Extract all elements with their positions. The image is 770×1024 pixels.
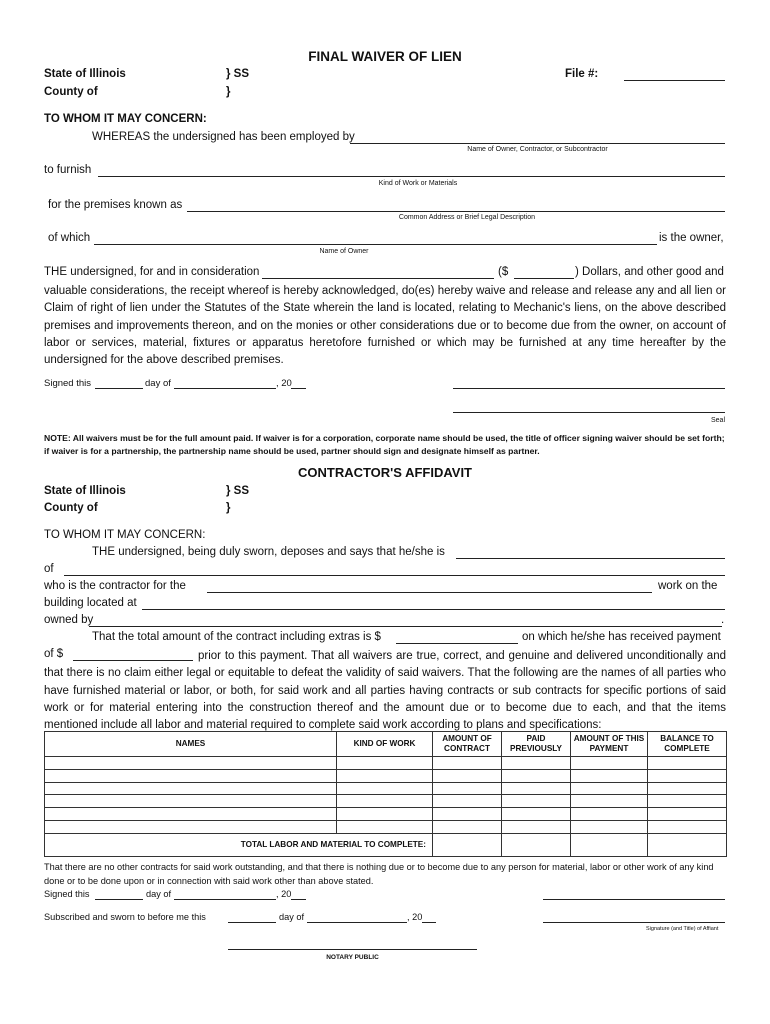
affidavit-brace: }	[226, 502, 231, 514]
waiver-brace: }	[226, 86, 231, 98]
table-cell[interactable]	[648, 769, 727, 782]
affidavit-month-field[interactable]	[174, 899, 276, 900]
table-cell[interactable]	[433, 795, 502, 808]
amount-of-contract-header: AMOUNT OF CONTRACT	[433, 732, 502, 757]
table-cell[interactable]	[433, 820, 502, 833]
total-cell[interactable]	[433, 833, 502, 856]
affidavit-county: County of	[44, 502, 98, 514]
waiver-title: FINAL WAIVER OF LIEN	[308, 49, 462, 64]
table-cell[interactable]	[337, 808, 433, 821]
total-row	[45, 833, 727, 856]
work-type-field[interactable]	[207, 592, 652, 593]
table-cell[interactable]	[571, 769, 648, 782]
contractor-for-label: who is the contractor for the	[44, 580, 186, 592]
owned-by-label: owned by	[44, 614, 94, 626]
affidavit-title: CONTRACTOR'S AFFIDAVIT	[297, 465, 472, 480]
subscribed-year-label: , 20	[407, 912, 423, 922]
waiver-ss: } SS	[226, 68, 250, 80]
total-cell[interactable]	[502, 833, 571, 856]
table-row	[45, 795, 727, 808]
is-owner-label: is the owner,	[659, 232, 724, 244]
table-cell[interactable]	[571, 795, 648, 808]
table-cell[interactable]	[337, 820, 433, 833]
affidavit-state: State of Illinois	[44, 485, 126, 497]
total-cell[interactable]	[648, 833, 727, 856]
of-label: of	[44, 563, 54, 575]
furnish-label: to furnish	[44, 164, 92, 176]
premises-field[interactable]	[187, 211, 725, 212]
affidavit-ss: } SS	[226, 485, 250, 497]
table-cell[interactable]	[502, 820, 571, 833]
total-amount-label: That the total amount of the contract including extras is $	[92, 631, 381, 643]
premises-caption: Common Address or Brief Legal Description	[398, 214, 536, 221]
of-dollar-label: of $	[44, 648, 64, 660]
work-on-the-label: work on the	[658, 580, 718, 592]
received-payment-label: on which he/she has received payment	[522, 631, 721, 643]
dollar-amount-field[interactable]	[514, 278, 574, 279]
no-other-contracts: That there are no other contracts for said work outstanding, and that there is nothing due or to become due to any person for material, labor or other work of any kind done or to be done upon or in connection with said work other than above stated.	[44, 862, 714, 886]
table-cell[interactable]	[502, 782, 571, 795]
owner-field[interactable]	[94, 244, 657, 245]
affidavit-year-field[interactable]	[291, 899, 306, 900]
affiant-signature-top-field[interactable]	[543, 899, 725, 900]
affidavit-signed-this: Signed this	[44, 889, 90, 899]
building-label: building located at	[44, 597, 137, 609]
waiver-seal-field[interactable]	[453, 412, 725, 413]
kind-of-work-header: KIND OF WORK	[337, 732, 433, 757]
table-row	[45, 769, 727, 782]
waiver-state: State of Illinois	[44, 68, 126, 80]
amount-this-payment-header: AMOUNT OF THIS PAYMENT	[571, 732, 648, 757]
owned-by-field[interactable]	[89, 626, 722, 627]
affiant-signature-field[interactable]	[543, 922, 725, 923]
table-cell[interactable]	[337, 795, 433, 808]
whereas-label: WHEREAS the undersigned has been employed by	[92, 131, 355, 143]
waiver-note: NOTE: All waivers must be for the full amount paid. If waiver is for a corporation, corporate name should be used, the title of officer signing waiver should be set forth; if waiver is for a partnership, the partnership name should be used, partner should sign and designate himself as partner.	[44, 433, 725, 456]
table-cell[interactable]	[648, 757, 727, 770]
owner-caption: Name of Owner	[319, 248, 369, 255]
consideration-label: THE undersigned, for and in consideration	[44, 266, 260, 278]
notary-label: NOTARY PUBLIC	[326, 954, 379, 961]
table-cell[interactable]	[502, 757, 571, 770]
total-cell[interactable]	[571, 833, 648, 856]
table-cell[interactable]	[45, 782, 337, 795]
subscribed-label: Subscribed and sworn to before me this	[44, 912, 206, 922]
table-row	[45, 808, 727, 821]
table-cell[interactable]	[648, 820, 727, 833]
table-row	[45, 757, 727, 770]
company-field[interactable]	[64, 575, 725, 576]
owned-by-period: .	[721, 614, 725, 626]
table-cell[interactable]	[45, 808, 337, 821]
table-cell[interactable]	[433, 769, 502, 782]
paid-previously-header: PAID PREVIOUSLY	[502, 732, 571, 757]
affidavit-day-of: day of	[146, 889, 172, 899]
table-cell[interactable]	[502, 769, 571, 782]
table-cell[interactable]	[433, 782, 502, 795]
subscribed-day-of: day of	[279, 912, 305, 922]
affidavit-year-label: , 20	[276, 889, 292, 899]
table-cell[interactable]	[571, 808, 648, 821]
waiver-signed-this: Signed this	[44, 378, 92, 389]
table-cell[interactable]	[648, 795, 727, 808]
affiant-title-field[interactable]	[456, 558, 725, 559]
waiver-to-whom: TO WHOM IT MAY CONCERN:	[44, 113, 207, 125]
dollars-label: ) Dollars, and other good and	[575, 266, 724, 278]
work-materials-caption: Kind of Work or Materials	[378, 180, 458, 187]
table-header-row	[45, 732, 727, 757]
seal-label: Seal	[711, 417, 726, 424]
waiver-day-of: day of	[145, 378, 171, 389]
total-amount-field[interactable]	[396, 643, 518, 644]
employer-field[interactable]	[350, 143, 725, 144]
premises-label: for the premises known as	[48, 199, 183, 211]
waiver-county: County of	[44, 86, 98, 98]
building-location-field[interactable]	[142, 609, 725, 610]
work-materials-field[interactable]	[98, 176, 725, 177]
notary-signature-field[interactable]	[228, 949, 477, 950]
table-cell[interactable]	[45, 795, 337, 808]
table-row	[45, 782, 727, 795]
subscribed-year-field[interactable]	[422, 922, 436, 923]
table-cell[interactable]	[648, 808, 727, 821]
table-row	[45, 820, 727, 833]
table-cell[interactable]	[45, 769, 337, 782]
total-label: TOTAL LABOR AND MATERIAL TO COMPLETE:	[45, 833, 433, 856]
subscribed-month-field[interactable]	[307, 922, 407, 923]
table-cell[interactable]	[571, 820, 648, 833]
of-which-label: of which	[48, 232, 91, 244]
names-header: NAMES	[45, 732, 337, 757]
subscribed-day-field[interactable]	[228, 922, 276, 923]
sworn-label: THE undersigned, being duly sworn, deposes and says that he/she is	[92, 546, 445, 558]
table-cell[interactable]	[337, 757, 433, 770]
table-cell[interactable]	[433, 808, 502, 821]
table-cell[interactable]	[337, 782, 433, 795]
table-cell[interactable]	[571, 757, 648, 770]
employer-caption: Name of Owner, Contractor, or Subcontractor	[467, 146, 608, 153]
table-cell[interactable]	[45, 820, 337, 833]
dollar-open: ($	[498, 266, 509, 278]
file-number-label: File #:	[565, 68, 599, 80]
table-cell[interactable]	[45, 757, 337, 770]
payment-table	[44, 731, 727, 857]
waiver-signature-field[interactable]	[453, 388, 725, 389]
table-cell[interactable]	[502, 808, 571, 821]
signature-caption: Signature (and Title) of Affiant	[646, 926, 719, 932]
table-cell[interactable]	[433, 757, 502, 770]
waiver-year-field[interactable]	[291, 388, 306, 389]
waiver-year-label: , 20	[276, 378, 292, 389]
consideration-field[interactable]	[262, 278, 494, 279]
waiver-day-field[interactable]	[95, 388, 143, 389]
table-cell[interactable]	[571, 782, 648, 795]
table-cell[interactable]	[502, 795, 571, 808]
table-cell[interactable]	[337, 769, 433, 782]
file-number-field[interactable]	[624, 80, 725, 81]
table-cell[interactable]	[648, 782, 727, 795]
affidavit-to-whom: TO WHOM IT MAY CONCERN:	[44, 529, 206, 541]
affidavit-body: prior to this payment. That all waivers are true, correct, and genuine and delivered unconditionally and that there is no claim either legal or equitable to defeat the validity of said waivers. That the following are the names of all parties who have furnished material or labor, or both, for said work and all parties having contracts or sub contracts for specific portions of said work or for material entering into the construction thereof and the amount due or to become due to each, and that the items mentioned include all labor and material required to complete said work according to plans and specifications:	[44, 650, 726, 732]
waiver-body: valuable considerations, the receipt whereof is hereby acknowledged, do(es) hereby waive and release and release any and all lien or Claim of right of lien under the Statutes of the State wherein the land is located, relating to Mechanic's liens, on the above described premises and improvements thereon, and on the monies or other considerations due or to become due from the owner, on account of labor or services, material, fixtures or apparatus heretofore furnished or which may be furnished at any time hereafter by the undersigned for the above described premises.	[44, 285, 726, 367]
waiver-month-field[interactable]	[174, 388, 276, 389]
balance-to-complete-header: BALANCE TO COMPLETE	[648, 732, 727, 757]
affidavit-day-field[interactable]	[95, 899, 143, 900]
